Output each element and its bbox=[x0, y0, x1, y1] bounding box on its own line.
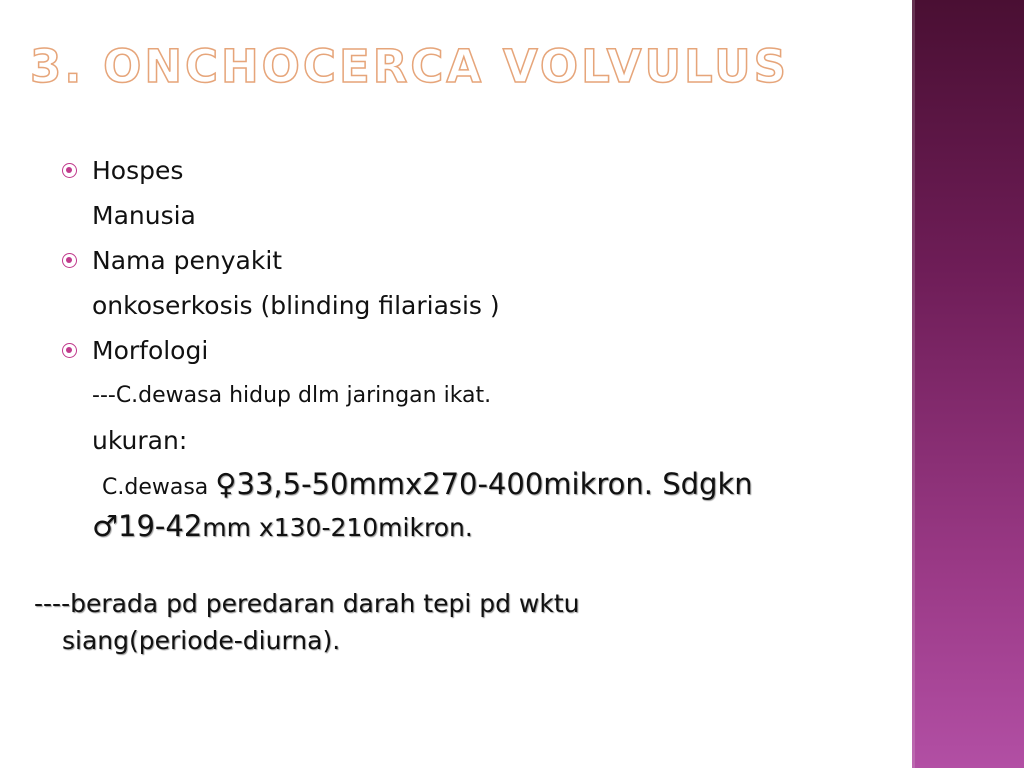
male-size-range: 19-42 bbox=[118, 509, 203, 543]
detail-hospes bbox=[62, 193, 882, 238]
bullet-label: Hospes bbox=[92, 156, 184, 185]
slide-content bbox=[34, 148, 882, 659]
detail-text: ukuran: bbox=[92, 426, 188, 455]
bullet-label: Nama penyakit bbox=[92, 246, 283, 275]
detail-nama-penyakit bbox=[62, 283, 882, 328]
female-symbol: ♀ bbox=[215, 467, 237, 501]
detail-text: ---C.dewasa hidup dlm jaringan ikat. bbox=[92, 383, 492, 408]
male-symbol: ♂ bbox=[92, 509, 118, 543]
detail-text: onkoserkosis (blinding filariasis ) bbox=[92, 291, 500, 320]
slide-title: 3. ONCHOCERCA VOLVULUS bbox=[30, 40, 790, 93]
bullet-label: Morfologi bbox=[92, 336, 209, 365]
circulation-text: ----berada pd peredaran darah tepi pd wktu siang(periode-diurna). bbox=[34, 589, 580, 655]
detail-size-label bbox=[62, 418, 882, 463]
male-size-detail: mm x130-210mikron. bbox=[202, 513, 473, 542]
bullet-icon bbox=[62, 253, 77, 268]
circulation-note bbox=[34, 585, 762, 659]
size-prefix: C.dewasa bbox=[102, 475, 216, 500]
detail-size-values bbox=[62, 465, 882, 547]
bullet-icon bbox=[62, 343, 77, 358]
bullet-icon bbox=[62, 163, 77, 178]
bullet-morfologi bbox=[62, 328, 882, 373]
detail-adult-habitat bbox=[62, 373, 882, 418]
female-size: 33,5-50mmx270-400mikron. Sdgkn bbox=[236, 467, 753, 501]
bullet-nama-penyakit bbox=[62, 238, 882, 283]
decorative-side-panel bbox=[912, 0, 1024, 768]
detail-text: Manusia bbox=[92, 201, 196, 230]
bullet-hospes bbox=[62, 148, 882, 193]
